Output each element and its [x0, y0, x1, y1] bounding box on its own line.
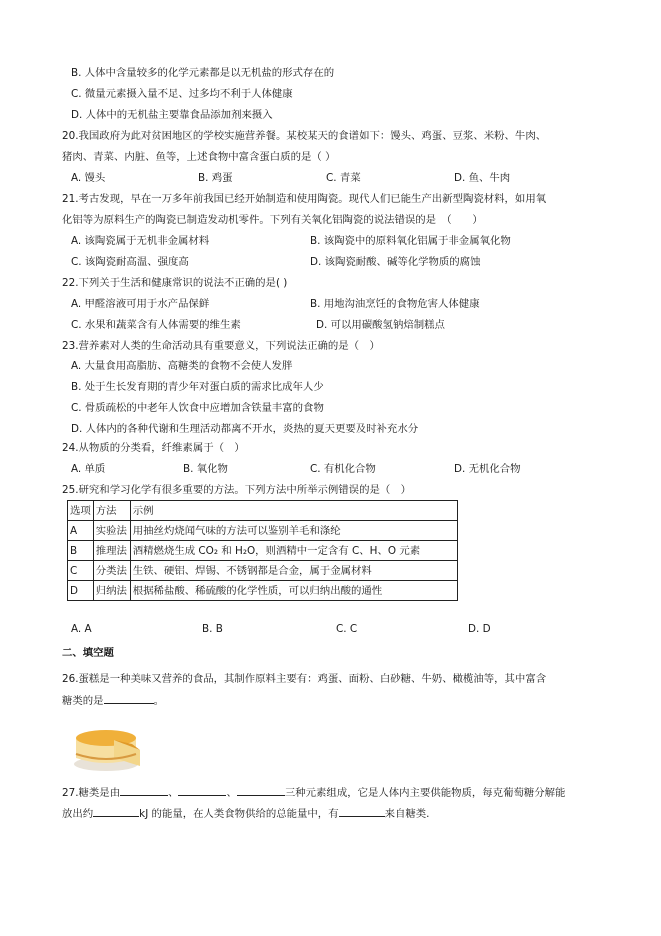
- q22-option-d: D. 可以用碳酸氢钠焙制糕点: [316, 319, 445, 331]
- q27-line2-prefix: 放出约: [62, 808, 94, 820]
- q19-option-b: B. 人体中含量较多的化学元素都是以无机盐的形式存在的: [71, 67, 335, 79]
- table-cell-option: A: [68, 521, 94, 541]
- q27-separator-1: 、: [168, 787, 179, 799]
- q25-option-c: C. C: [336, 623, 358, 635]
- table-cell-option: C: [68, 561, 94, 581]
- q27-answer-blank-1[interactable]: [120, 784, 168, 796]
- q22-option-a: A. 甲醛溶液可用于水产品保鲜: [71, 298, 210, 310]
- q22-stem: 22.下列关于生活和健康常识的说法不正确的是( ): [62, 277, 288, 289]
- q20-option-b: B. 鸡蛋: [198, 172, 233, 184]
- table-cell-method: 实验法: [93, 521, 130, 541]
- q21-option-b: B. 该陶瓷中的原料氧化铝属于非金属氧化物: [310, 235, 511, 247]
- q20-option-d: D. 鱼、牛肉: [454, 172, 511, 184]
- q27-answer-blank-2[interactable]: [178, 784, 226, 796]
- q27-answer-blank-3[interactable]: [237, 784, 285, 796]
- table-row: [68, 561, 458, 581]
- table-cell-option: B: [68, 541, 94, 561]
- section-title: 二、填空题: [62, 647, 114, 659]
- q21-option-a: A. 该陶瓷属于无机非金属材料: [71, 235, 210, 247]
- table-cell-method: 推理法: [93, 541, 130, 561]
- q24-option-c: C. 有机化合物: [310, 463, 376, 475]
- table-row: [68, 541, 458, 561]
- q21-option-c: C. 该陶瓷耐高温、强度高: [71, 256, 189, 268]
- q27-line2-suffix: 来自糖类.: [384, 808, 430, 820]
- q26-answer-blank[interactable]: [104, 692, 154, 704]
- q20-stem-line2: 猪肉、青菜、内脏、鱼等，上述食物中富含蛋白质的是（ ）: [62, 151, 336, 163]
- table-cell-option: D: [68, 581, 94, 601]
- q27-stem-line1: [62, 784, 565, 800]
- q20-option-a: A. 馒头: [71, 172, 106, 184]
- q25-option-b: B. B: [202, 623, 223, 635]
- table-row: [68, 521, 458, 541]
- q21-option-d: D. 该陶瓷耐酸、碱等化学物质的腐蚀: [310, 256, 481, 268]
- q26-prefix: 糖类的是: [62, 695, 104, 707]
- q26-suffix: 。: [153, 695, 164, 707]
- table-cell-method: 归纳法: [93, 581, 130, 601]
- table-header-row: [68, 501, 458, 521]
- q20-stem-line1: 20.我国政府为此对贫困地区的学校实施营养餐。某校某天的食谱如下：馒头、鸡蛋、豆浆、米粉、牛肉、: [62, 130, 547, 142]
- q23-option-c: C. 骨质疏松的中老年人饮食中应增加含铁量丰富的食物: [71, 402, 324, 414]
- q19-option-d: D. 人体中的无机盐主要靠食品添加剂来摄入: [71, 109, 273, 121]
- q21-stem-line2: 化铝等为原料生产的陶瓷已制造发动机零件。下列有关氧化铝陶瓷的说法错误的是 （ ）: [62, 214, 483, 226]
- cake-image: [70, 716, 144, 774]
- q25-option-a: A. A: [71, 623, 92, 635]
- q20-option-c: C. 青菜: [326, 172, 361, 184]
- q23-stem: 23.营养素对人类的生命活动具有重要意义，下列说法正确的是（ ）: [62, 340, 380, 352]
- q27-answer-blank-4[interactable]: [93, 805, 139, 817]
- q27-line1-suffix: 三种元素组成，它是人体内主要供能物质，每克葡萄糖分解能: [284, 787, 566, 799]
- q27-stem-line2: [62, 805, 429, 821]
- table-header-cell: 选项: [68, 501, 94, 521]
- q24-option-a: A. 单质: [71, 463, 106, 475]
- q27-line2-mid: kJ 的能量，在人类食物供给的总能量中，有: [139, 808, 339, 820]
- q27-answer-blank-5[interactable]: [339, 805, 385, 817]
- q23-option-b: B. 处于生长发育期的青少年对蛋白质的需求比成年人少: [71, 381, 324, 393]
- table-header-cell: 方法: [93, 501, 130, 521]
- q26-stem-line1: 26.蛋糕是一种美味又营养的食品，其制作原料主要有：鸡蛋、面粉、白砂糖、牛奶、橄榄油等，其中富含: [62, 673, 547, 685]
- q23-option-a: A. 大量食用高脂肪、高糖类的食物不会使人发胖: [71, 360, 293, 372]
- q26-stem-line2: [62, 692, 164, 708]
- q22-option-c: C. 水果和蔬菜含有人体需要的维生素: [71, 319, 241, 331]
- q25-table: [67, 500, 458, 601]
- q24-option-d: D. 无机化合物: [454, 463, 521, 475]
- table-cell-example: 生铁、硬铝、焊锡、不锈钢都是合金，属于金属材料: [130, 561, 457, 581]
- q25-option-d: D. D: [468, 623, 491, 635]
- table-cell-method: 分类法: [93, 561, 130, 581]
- q24-stem: 24.从物质的分类看，纤维素属于（ ）: [62, 442, 245, 454]
- q22-option-b: B. 用地沟油烹饪的食物危害人体健康: [310, 298, 480, 310]
- q21-stem-line1: 21.考古发现，早在一万多年前我国已经开始制造和使用陶瓷。现代人们已能生产出新型陶瓷材料，如用氧: [62, 193, 547, 205]
- q25-stem: 25.研究和学习化学有很多重要的方法。下列方法中所举示例错误的是（ ）: [62, 484, 412, 496]
- table-cell-example: 酒精燃烧生成 CO₂ 和 H₂O，则酒精中一定含有 C、H、O 元素: [130, 541, 457, 561]
- table-header-cell: 示例: [130, 501, 457, 521]
- q19-option-c: C. 微量元素摄入量不足、过多均不利于人体健康: [71, 88, 293, 100]
- table-cell-example: 根据稀盐酸、稀硫酸的化学性质，可以归纳出酸的通性: [130, 581, 457, 601]
- table-row: [68, 581, 458, 601]
- q27-separator-2: 、: [226, 787, 237, 799]
- q23-option-d: D. 人体内的各种代谢和生理活动都离不开水，炎热的夏天更要及时补充水分: [71, 423, 419, 435]
- q27-prefix: 27.糖类是由: [62, 787, 121, 799]
- q24-option-b: B. 氧化物: [183, 463, 228, 475]
- table-cell-example: 用抽丝灼烧闻气味的方法可以鉴别羊毛和涤纶: [130, 521, 457, 541]
